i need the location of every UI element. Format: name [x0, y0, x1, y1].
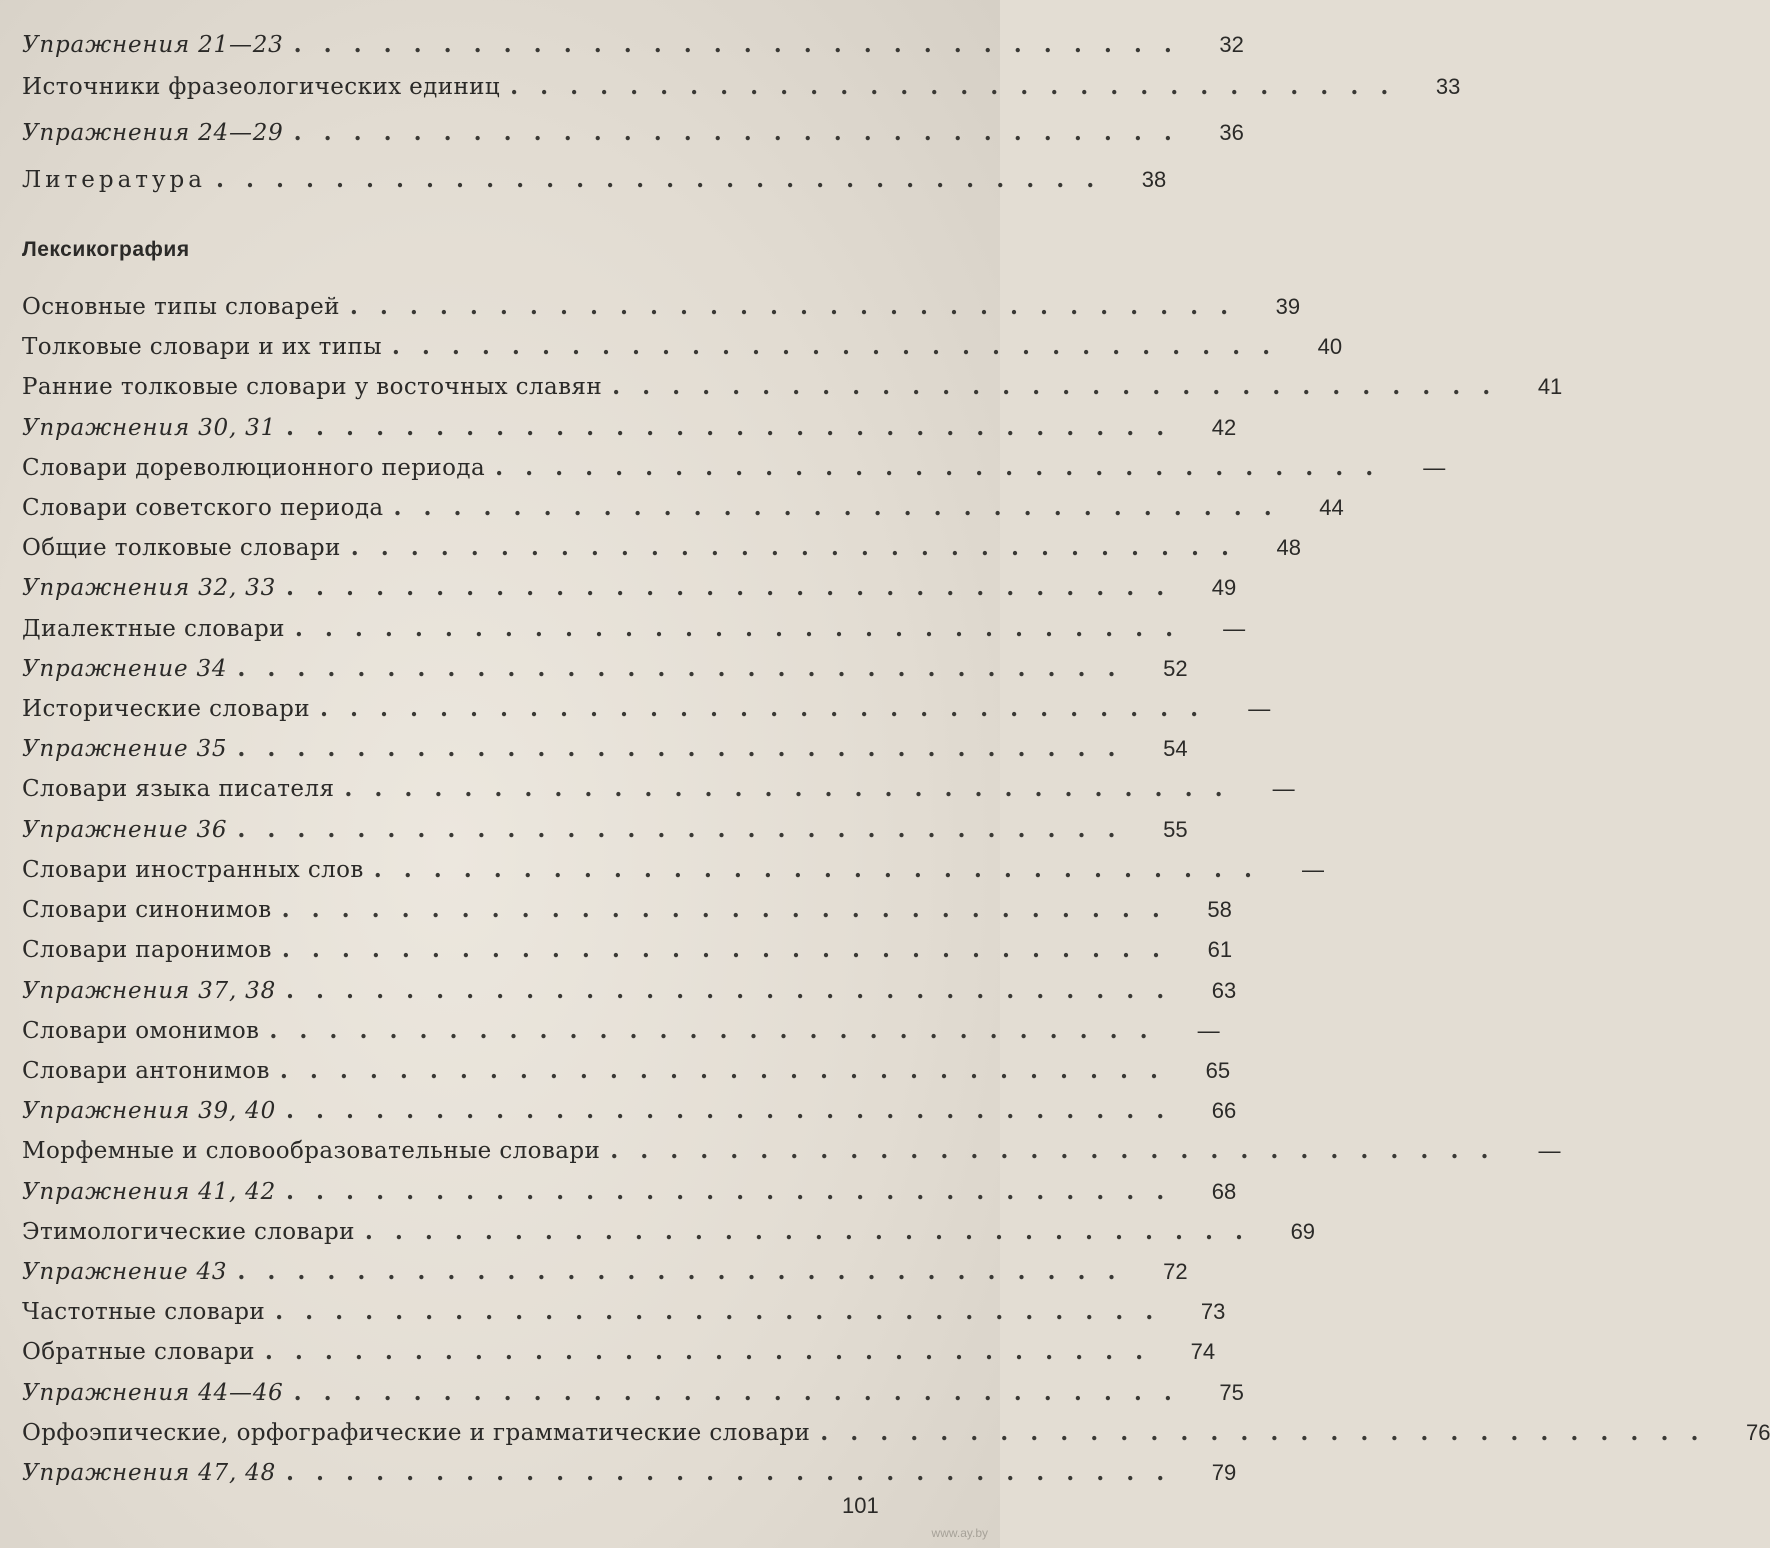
toc-entry-title: Упражнение 35: [22, 736, 228, 762]
toc-entry-page: 42: [1211, 415, 1237, 440]
toc-entry: [22, 118, 1244, 148]
dot-leader: ..............................: [391, 333, 1293, 360]
dot-leader: ..............................: [349, 293, 1251, 320]
dot-leader: ..............................: [373, 856, 1274, 883]
toc-entry: [22, 1096, 1237, 1126]
toc-entry-title: Упражнения 30, 31: [22, 415, 277, 441]
dot-leader: ..............................: [610, 1137, 1511, 1164]
toc-entry: [22, 1297, 1226, 1327]
toc-entry-title: Ранние толковые словари у восточных славян: [22, 374, 603, 400]
toc-entry-title: Этимологические словари: [22, 1219, 355, 1245]
toc-entry: [22, 165, 1167, 195]
dot-leader: ..............................: [216, 166, 1117, 193]
toc-entry-title: Упражнения 41, 42: [22, 1179, 277, 1205]
toc-entry-page: 61: [1207, 937, 1233, 962]
toc-entry-page: 52: [1163, 656, 1188, 681]
toc-entry-page: 68: [1211, 1179, 1237, 1204]
dot-leader: ..............................: [820, 1419, 1721, 1446]
toc-entry: [22, 30, 1244, 60]
toc-entry: [22, 1016, 1220, 1046]
toc-entry-title: Словари синонимов: [22, 897, 272, 923]
toc-entry-title: Упражнение 34: [22, 656, 228, 682]
toc-entry-title: Основные типы словарей: [22, 294, 340, 320]
toc-entry: [22, 774, 1295, 804]
toc-entry-page: 74: [1190, 1339, 1216, 1364]
dot-leader: ..............................: [350, 534, 1252, 561]
toc-entry-title: Словари паронимов: [22, 937, 272, 963]
dot-leader: ..............................: [393, 494, 1294, 521]
toc-entry-page: —: [1197, 1018, 1220, 1043]
toc-entry-title: Упражнения 21—23: [22, 32, 284, 58]
toc-entry-page: 41: [1537, 374, 1563, 399]
toc-entry: [22, 694, 1271, 724]
toc-entry-title: Словари дореволюционного периода: [22, 455, 486, 481]
toc-entry: [22, 855, 1324, 885]
toc-entry-title: Словари антонимов: [22, 1058, 270, 1084]
dot-leader: ..............................: [495, 454, 1396, 481]
toc-entry-title: Диалектные словари: [22, 616, 285, 642]
toc-entry-page: 32: [1219, 32, 1244, 57]
toc-entry: [22, 654, 1188, 684]
toc-entry-page: 54: [1163, 736, 1188, 761]
toc-entry: [22, 413, 1237, 443]
dot-leader: ..............................: [293, 119, 1194, 146]
dot-leader: ..............................: [293, 1379, 1194, 1406]
toc-entry: [22, 72, 1461, 102]
dot-leader: ..............................: [344, 775, 1245, 802]
toc-entry: [22, 533, 1302, 563]
toc-entry-title: Упражнения 37, 38: [22, 978, 277, 1004]
toc-entry-title: Словари иностранных слов: [22, 857, 364, 883]
dot-leader: ..............................: [237, 735, 1138, 762]
toc-entry: [22, 1378, 1244, 1408]
toc-entry-page: 75: [1219, 1380, 1244, 1405]
toc-entry: [22, 1418, 1770, 1448]
toc-entry-page: 66: [1211, 1098, 1237, 1123]
toc-entry-title: Общие толковые словари: [22, 535, 341, 561]
toc-entry: [22, 1136, 1561, 1166]
dot-leader: ..............................: [279, 1057, 1181, 1084]
dot-leader: ..............................: [275, 1298, 1176, 1325]
toc-entry-page: —: [1538, 1138, 1561, 1163]
toc-entry: [22, 453, 1446, 483]
page-number: 101: [842, 1493, 879, 1518]
dot-leader: ..............................: [286, 574, 1187, 601]
toc-entry-page: 48: [1276, 535, 1302, 560]
toc-entry: [22, 1056, 1231, 1086]
toc-entry-page: 36: [1219, 120, 1244, 145]
toc-entry: [22, 332, 1343, 362]
dot-leader: ..............................: [286, 414, 1187, 441]
toc-entry-title: Упражнения 47, 48: [22, 1460, 277, 1486]
toc-entry-page: —: [1302, 857, 1324, 882]
dot-leader: ..............................: [237, 655, 1138, 682]
section-heading: Лексикография: [22, 238, 190, 261]
toc-entry: [22, 1257, 1188, 1287]
toc-entry-title: Обратные словари: [22, 1339, 255, 1365]
toc-entry-title: Толковые словари и их типы: [22, 334, 382, 360]
toc-entry-title: Упражнения 39, 40: [22, 1098, 277, 1124]
toc-entry: [22, 895, 1232, 925]
toc-entry-title: Словари советского периода: [22, 495, 384, 521]
toc-entry-title: Литература: [22, 167, 206, 193]
toc-entry-title: Исторические словари: [22, 696, 310, 722]
toc-entry-page: —: [1272, 776, 1295, 801]
dot-leader: ..............................: [294, 615, 1196, 642]
toc-entry-page: 33: [1435, 74, 1461, 99]
dot-leader: ..............................: [364, 1218, 1266, 1245]
toc-entry-page: 40: [1317, 334, 1343, 359]
toc-entry-title: Словари языка писателя: [22, 776, 335, 802]
toc-entry-page: 44: [1319, 495, 1344, 520]
toc-entry: [22, 372, 1563, 402]
toc-entry: [22, 614, 1246, 644]
toc-entry-title: Источники фразеологических единиц: [22, 74, 501, 100]
dot-leader: ..............................: [237, 816, 1138, 843]
dot-leader: ..............................: [286, 1097, 1187, 1124]
toc-entry-title: Упражнения 24—29: [22, 120, 284, 146]
toc-entry-title: Частотные словари: [22, 1299, 266, 1325]
dot-leader: ..............................: [286, 977, 1187, 1004]
dot-leader: ..............................: [612, 373, 1513, 400]
dot-leader: ..............................: [281, 896, 1182, 923]
toc-entry: [22, 493, 1344, 523]
toc-entry-page: 49: [1211, 575, 1237, 600]
toc-entry-page: —: [1423, 455, 1446, 480]
dot-leader: ..............................: [269, 1017, 1170, 1044]
toc-entry-title: Упражнение 36: [22, 817, 228, 843]
toc-entry-title: Словари омонимов: [22, 1018, 260, 1044]
toc-entry-page: 69: [1290, 1219, 1316, 1244]
dot-leader: ..............................: [264, 1338, 1166, 1365]
toc-entry: [22, 1217, 1316, 1247]
toc-entry-page: 65: [1205, 1058, 1231, 1083]
toc-entry: [22, 573, 1237, 603]
dot-leader: ..............................: [286, 1459, 1187, 1486]
dot-leader: ..............................: [293, 31, 1194, 58]
toc-entry-page: —: [1248, 696, 1271, 721]
toc-entry-title: Упражнения 32, 33: [22, 575, 277, 601]
dot-leader: ..............................: [237, 1258, 1138, 1285]
dot-leader: ..............................: [510, 73, 1411, 100]
toc-entry: [22, 292, 1301, 322]
toc-entry-page: 39: [1275, 294, 1301, 319]
dot-leader: ..............................: [281, 936, 1183, 963]
toc-entry-page: —: [1223, 616, 1246, 641]
toc-entry: [22, 1458, 1237, 1488]
toc-entry-title: Упражнение 43: [22, 1259, 228, 1285]
toc-entry: [22, 976, 1237, 1006]
toc-entry: [22, 935, 1233, 965]
toc-entry-page: 55: [1163, 817, 1188, 842]
dot-leader: ..............................: [319, 695, 1221, 722]
toc-entry-page: 72: [1163, 1259, 1188, 1284]
toc-entry-page: 38: [1141, 167, 1167, 192]
toc-entry-page: 79: [1211, 1460, 1237, 1485]
toc-entry: [22, 815, 1188, 845]
watermark: www.ay.by: [931, 1526, 988, 1540]
toc-entry-title: Орфоэпические, орфографические и грамматические словари: [22, 1420, 811, 1446]
toc-entry: [22, 1337, 1216, 1367]
toc-entry-title: Упражнения 44—46: [22, 1380, 284, 1406]
dot-leader: ..............................: [286, 1178, 1187, 1205]
toc-entry-page: 58: [1207, 897, 1232, 922]
toc-entry-page: 63: [1211, 978, 1237, 1003]
toc-entry: [22, 734, 1188, 764]
toc-entry-page: 73: [1200, 1299, 1226, 1324]
toc-entry-title: Морфемные и словообразовательные словари: [22, 1138, 601, 1164]
toc-entry: [22, 1177, 1237, 1207]
toc-entry-page: 76: [1745, 1420, 1770, 1445]
